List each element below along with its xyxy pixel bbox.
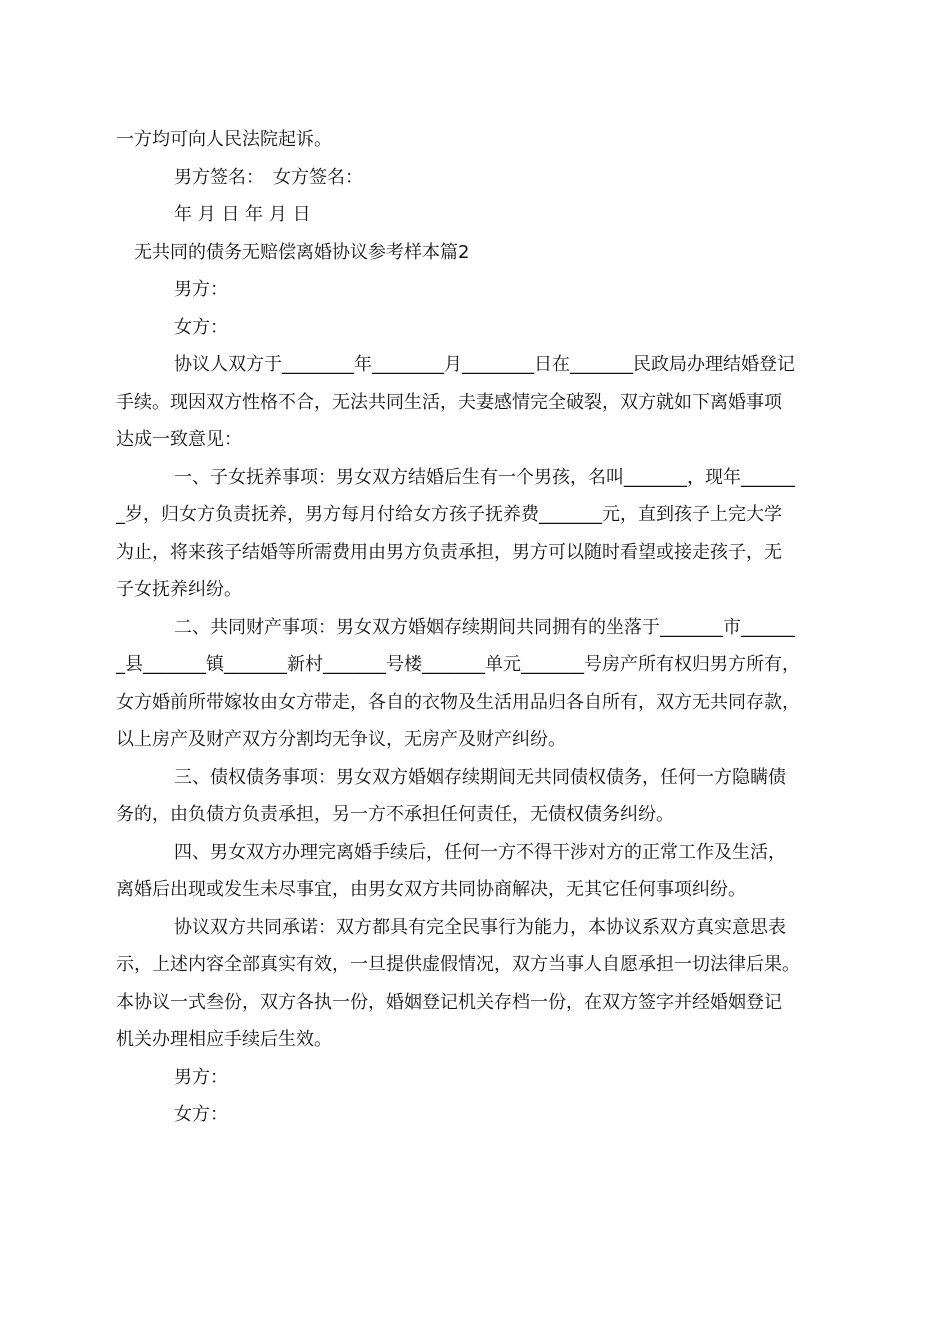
text-line: 务的，由负债方负责承担，另一方不承担任何责任，无债权债务纠纷。 bbox=[116, 804, 674, 825]
commitment: 协议双方共同承诺：双方都具有完全民事行为能力，本协议系双方真实意思表 bbox=[174, 917, 786, 938]
clause-three: 三、债权债务事项：男女双方婚姻存续期间无共同债权债务，任何一方隐瞒债 bbox=[174, 767, 786, 788]
text-line: 协议人双方于________年________月________日在_______民政局办理结婚登记 bbox=[174, 354, 795, 375]
text-line: 达成一致意见： bbox=[116, 429, 242, 450]
text-line: 以上房产及财产双方分割均无争议，无房产及财产纠纷。 bbox=[116, 729, 566, 750]
party-male-label: 男方： bbox=[174, 1067, 228, 1088]
text-line: 手续。现因双方性格不合，无法共同生活，夫妻感情完全破裂，双方就如下离婚事项 bbox=[116, 392, 782, 413]
text-line: _岁，归女方负责抚养，男方每月付给女方孩子抚养费_______元，直到孩子上完大学 bbox=[116, 504, 782, 525]
text-line: 女方婚前所带嫁妆由女方带走，各自的衣物及生活用品归各自所有，双方无共同存款， bbox=[116, 692, 800, 713]
party-male-label: 男方： bbox=[174, 279, 228, 300]
text-line: 一方均可向人民法院起诉。 bbox=[116, 129, 332, 150]
clause-two: 二、共同财产事项：男女双方婚姻存续期间共同拥有的坐落于_______市______ bbox=[174, 617, 795, 638]
signature-date: 年 月 日 年 月 日 bbox=[174, 204, 311, 225]
clause-four: 四、男女双方办理完离婚手续后，任何一方不得干涉对方的正常工作及生活， bbox=[174, 842, 786, 863]
text-line: 为止，将来孩子结婚等所需费用由男方负责承担，男方可以随时看望或接走孩子，无 bbox=[116, 542, 782, 563]
signature-labels: 男方签名： 女方签名： bbox=[174, 167, 363, 188]
clause-one: 一、子女抚养事项：男女双方结婚后生有一个男孩，名叫_______，现年______ bbox=[174, 467, 795, 488]
text-line: 机关办理相应手续后生效。 bbox=[116, 1029, 332, 1050]
party-female-label: 女方： bbox=[174, 1104, 228, 1125]
text-line: 示，上述内容全部真实有效，一旦提供虚假情况，双方当事人自愿承担一切法律后果。 bbox=[116, 954, 800, 975]
section-title: 无共同的债务无赔偿离婚协议参考样本篇2 bbox=[134, 242, 470, 263]
text-line: _县_______镇_______新村_______号楼_______单元_______号房产所有权归男方所有， bbox=[116, 654, 800, 675]
text-line: 子女抚养纠纷。 bbox=[116, 579, 242, 600]
text-line: 离婚后出现或发生未尽事宜，由男女双方共同协商解决，无其它任何事项纠纷。 bbox=[116, 879, 746, 900]
party-female-label: 女方： bbox=[174, 317, 228, 338]
text-line: 本协议一式叁份，双方各执一份，婚姻登记机关存档一份，在双方签字并经婚姻登记 bbox=[116, 992, 782, 1013]
